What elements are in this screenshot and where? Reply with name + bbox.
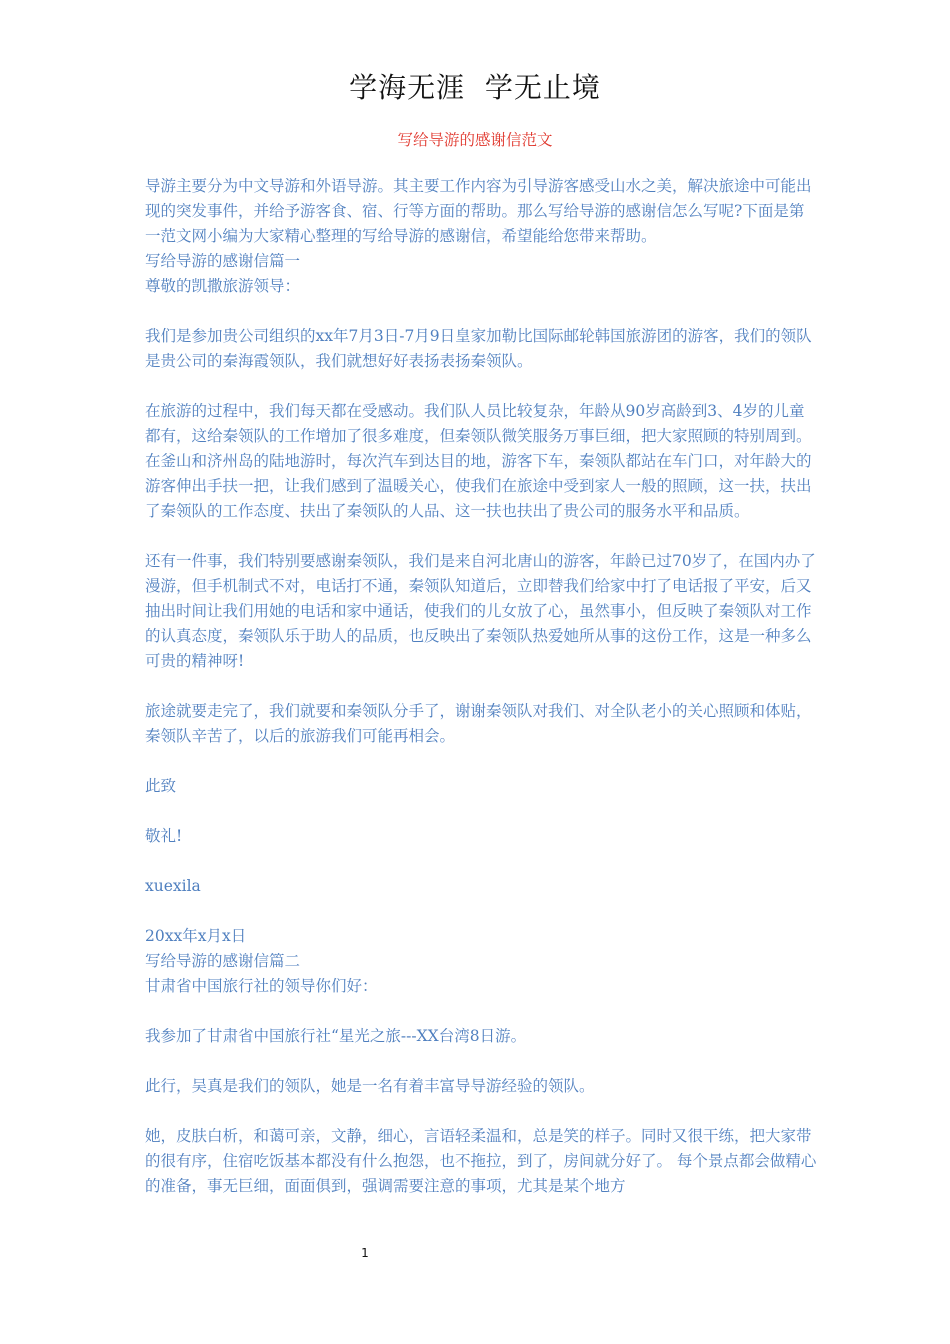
paragraph-spacer — [145, 899, 817, 924]
paragraph: xuexila — [145, 877, 201, 895]
paragraph: 敬礼! — [145, 827, 183, 845]
page-header-title: 学海无涯 学无止境 — [349, 71, 601, 104]
paragraph: 此致 — [145, 777, 177, 795]
page-number: 1 — [361, 1246, 369, 1260]
paragraph: 导游主要分为中文导游和外语导游。其主要工作内容为引导游客感受山水之美，解决旅途中可能出现的突发事件，并给予游客食、宿、行等方面的帮助。那么写给导游的感谢信怎么写呢?下面是第一范文网小编为大家精心整理的写给导游的感谢信，希望能给您带来帮助。 — [145, 177, 812, 245]
paragraph: 写给导游的感谢信篇二 — [145, 952, 301, 970]
document-body — [145, 174, 817, 1199]
paragraph-spacer — [145, 524, 817, 549]
paragraph-spacer — [145, 1049, 817, 1074]
paragraph: 20xx年x月x日 — [145, 927, 247, 945]
document-title: 写给导游的感谢信范文 — [397, 131, 553, 149]
paragraph: 我参加了甘肃省中国旅行社“星光之旅---XX台湾8日游。 — [145, 1027, 527, 1045]
paragraph: 她，皮肤白析，和蔼可亲，文静，细心，言语轻柔温和，总是笑的样子。同时又很干练，把大家带的很有序，住宿吃饭基本都没有什么抱怨，也不拖拉，到了，房间就分好了。 每个景点都会做精心的准备，事无巨细，面面俱到，强调需要注意的事项，尤其是某个地方 — [145, 1127, 817, 1195]
paragraph: 甘肃省中国旅行社的领导你们好： — [145, 977, 378, 995]
paragraph-spacer — [145, 674, 817, 699]
paragraph: 旅途就要走完了，我们就要和秦领队分手了，谢谢秦领队对我们、对全队老小的关心照顾和体贴，秦领队辛苦了，以后的旅游我们可能再相会。 — [145, 702, 812, 745]
paragraph: 尊敬的凯撒旅游领导： — [145, 277, 301, 295]
paragraph-spacer — [145, 299, 817, 324]
paragraph-spacer — [145, 849, 817, 874]
paragraph-spacer — [145, 374, 817, 399]
paragraph-spacer — [145, 999, 817, 1024]
paragraph-spacer — [145, 799, 817, 824]
paragraph: 此行，吴真是我们的领队，她是一名有着丰富导导游经验的领队。 — [145, 1077, 595, 1095]
paragraph: 还有一件事，我们特别要感谢秦领队，我们是来自河北唐山的游客，年龄已过70岁了，在国内办了漫游，但手机制式不对，电话打不通，秦领队知道后，立即替我们给家中打了电话报了平安，后又抽出时间让我们用她的电话和家中通话，使我们的儿女放了心，虽然事小，但反映了秦领队对工作的认真态度，秦领队乐于助人的品质，也反映出了秦领队热爱她所从事的这份工作，这是一种多么可贵的精神呀! — [145, 552, 816, 670]
paragraph-spacer — [145, 1099, 817, 1124]
paragraph: 我们是参加贵公司组织的xx年7月3日-7月9日皇家加勒比国际邮轮韩国旅游团的游客，我们的领队是贵公司的秦海霞领队，我们就想好好表扬表扬秦领队。 — [145, 327, 812, 370]
paragraph: 在旅游的过程中，我们每天都在受感动。我们队人员比较复杂，年龄从90岁高龄到3、4岁的儿童都有，这给秦领队的工作增加了很多难度，但秦领队微笑服务万事巨细，把大家照顾的特别周到。在釜山和济州岛的陆地游时，每次汽车到达目的地，游客下车，秦领队都站在车门口，对年龄大的游客伸出手扶一把，让我们感到了温暖关心，使我们在旅途中受到家人一般的照顾，这一扶，扶出了秦领队的工作态度、扶出了秦领队的人品、这一扶也扶出了贵公司的服务水平和品质。 — [145, 402, 812, 520]
paragraph: 写给导游的感谢信篇一 — [145, 252, 301, 270]
paragraph-spacer — [145, 749, 817, 774]
